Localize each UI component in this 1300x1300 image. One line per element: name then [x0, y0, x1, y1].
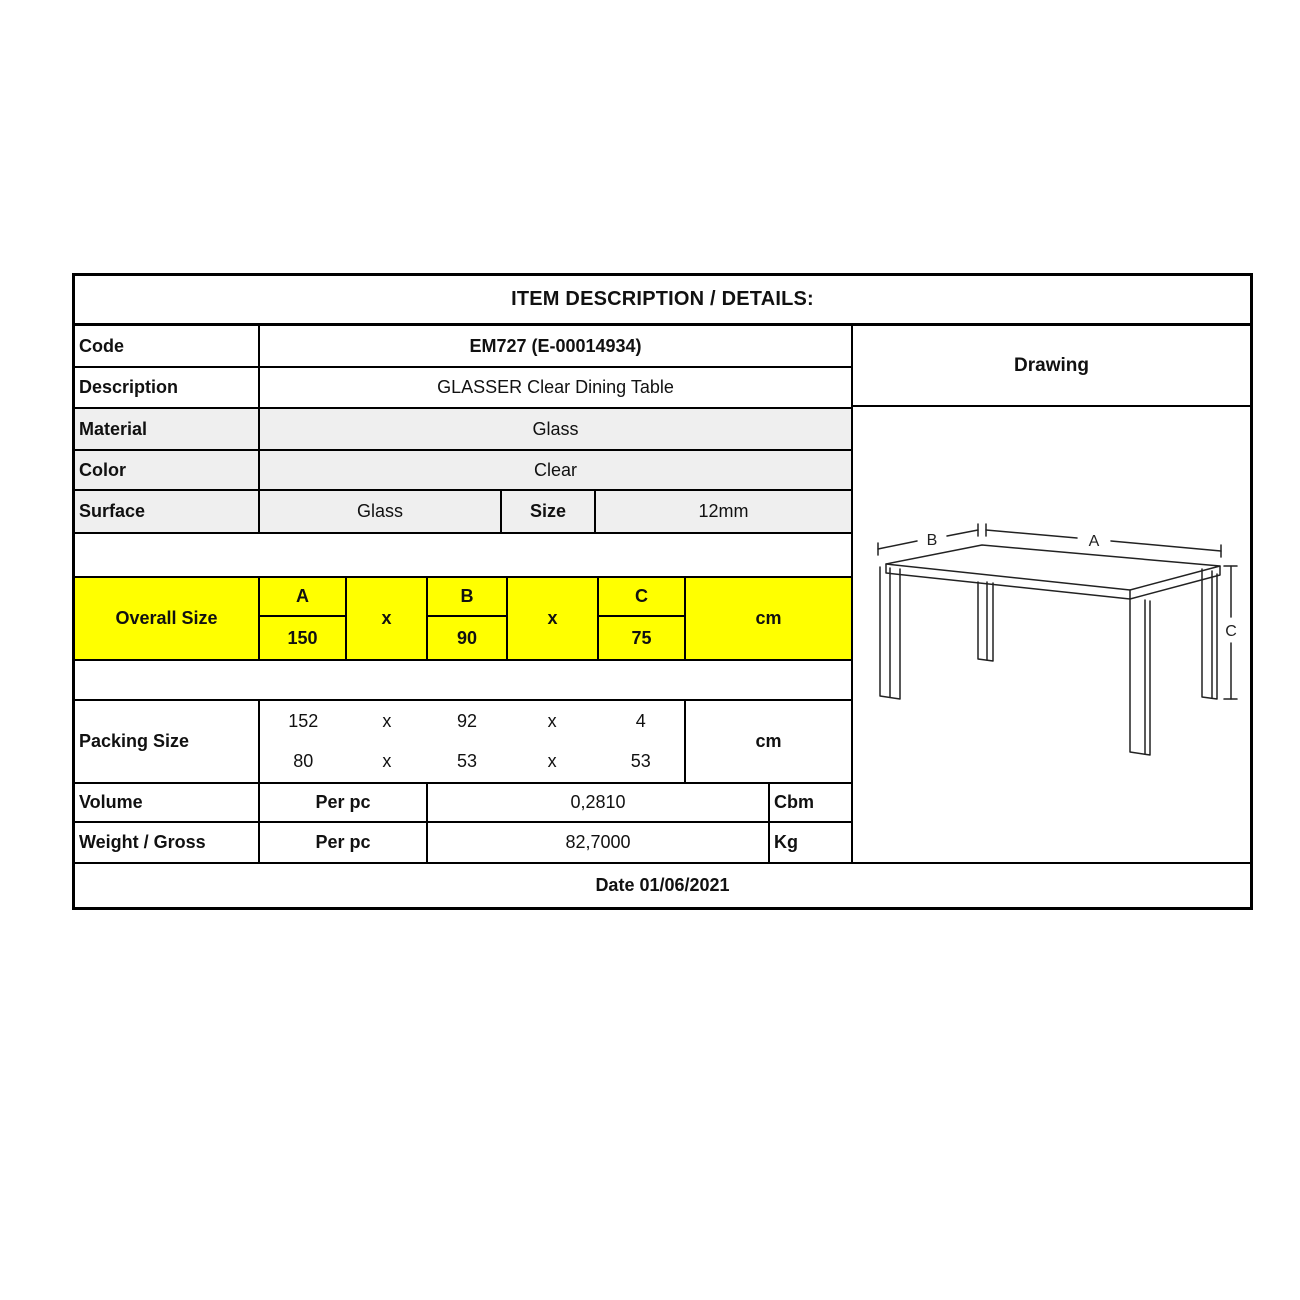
tabletop-right-edge: [1130, 566, 1220, 599]
table-title: [75, 276, 1250, 326]
overall-sep-2: x: [506, 578, 597, 659]
packing-sep: x: [547, 751, 557, 772]
packing-line-1: [260, 701, 684, 742]
row-surface: [75, 491, 851, 534]
dim-label-b: B: [926, 532, 938, 549]
spacer-row-2: [75, 661, 851, 701]
dim-b-line-left: [878, 541, 917, 549]
leg-back-middle: [978, 582, 993, 661]
row-material: [75, 409, 851, 451]
table-sketch: [853, 407, 1250, 858]
spacer-row-1: [75, 534, 851, 578]
table-body: [75, 326, 1250, 862]
volume-label: Volume: [79, 792, 143, 812]
volume-per-pc: Per pc: [258, 784, 426, 821]
overall-unit: cm: [684, 578, 851, 659]
row-weight: [75, 823, 851, 862]
packing-value: 53: [630, 751, 651, 772]
date-row: [75, 862, 1250, 907]
material-value: Glass: [258, 409, 851, 449]
date-text: Date 01/06/2021: [595, 875, 730, 895]
description-label: Description: [79, 377, 179, 397]
packing-value: 152: [288, 710, 319, 731]
surface-label: Surface: [79, 501, 146, 521]
packing-size-label: Packing Size: [79, 731, 190, 751]
packing-value: 92: [457, 710, 478, 731]
dim-a-line-left: [986, 530, 1077, 538]
packing-sep: x: [382, 710, 392, 731]
packing-value: 80: [293, 751, 314, 772]
drawing-section: [851, 326, 1250, 862]
overall-dim-c-name: C: [599, 578, 684, 617]
packing-value: 4: [635, 710, 646, 731]
row-code: [75, 326, 851, 368]
volume-unit: Cbm: [768, 784, 851, 821]
dim-label-c: C: [1225, 623, 1237, 640]
row-description: [75, 368, 851, 409]
code-value: EM727 (E-00014934): [258, 326, 851, 366]
overall-sep-1: x: [345, 578, 426, 659]
overall-dim-b-value: 90: [456, 627, 478, 648]
surface-size-label: Size: [500, 491, 594, 532]
spec-sheet-table: [72, 273, 1253, 910]
material-label: Material: [79, 418, 148, 439]
code-label: Code: [79, 335, 124, 356]
description-value: GLASSER Clear Dining Table: [258, 368, 851, 407]
drawing-area: [853, 407, 1250, 862]
row-color: [75, 451, 851, 491]
row-overall-size: [75, 578, 851, 661]
leg-front-right: [1130, 599, 1150, 755]
row-volume: [75, 784, 851, 823]
overall-dim-a-name: A: [260, 578, 345, 617]
details-section: [75, 326, 851, 862]
overall-dim-b-name: B: [428, 578, 506, 617]
packing-values: [258, 701, 684, 782]
weight-unit: Kg: [768, 823, 851, 862]
weight-per-pc: Per pc: [258, 823, 426, 862]
overall-size-label: Overall Size: [115, 608, 218, 628]
overall-dim-a-value: 150: [287, 627, 318, 648]
overall-dim-a: [258, 578, 345, 659]
color-value: Clear: [258, 451, 851, 489]
row-packing-size: [75, 701, 851, 784]
tabletop-top-face: [886, 545, 1220, 590]
dim-b-line-right: [947, 530, 978, 536]
packing-sep: x: [547, 710, 557, 731]
surface-size-value: 12mm: [594, 491, 851, 532]
dim-label-a: A: [1088, 533, 1100, 550]
packing-unit: cm: [684, 701, 851, 782]
weight-label: Weight / Gross: [79, 832, 206, 852]
overall-dim-c: [597, 578, 684, 659]
overall-dim-b: [426, 578, 506, 659]
packing-sep: x: [382, 751, 392, 772]
leg-back-right: [1202, 569, 1217, 699]
color-label: Color: [79, 459, 126, 480]
drawing-header: Drawing: [853, 326, 1250, 407]
packing-line-2: [260, 742, 684, 783]
volume-value: 0,2810: [426, 784, 768, 821]
surface-value: Glass: [258, 491, 500, 532]
weight-value: 82,7000: [426, 823, 768, 862]
tabletop-front-edge: [886, 564, 1130, 599]
packing-value: 53: [457, 751, 478, 772]
overall-dim-c-value: 75: [631, 627, 652, 648]
table-title-text: ITEM DESCRIPTION / DETAILS:: [511, 288, 814, 310]
dim-a-line-right: [1111, 541, 1221, 551]
